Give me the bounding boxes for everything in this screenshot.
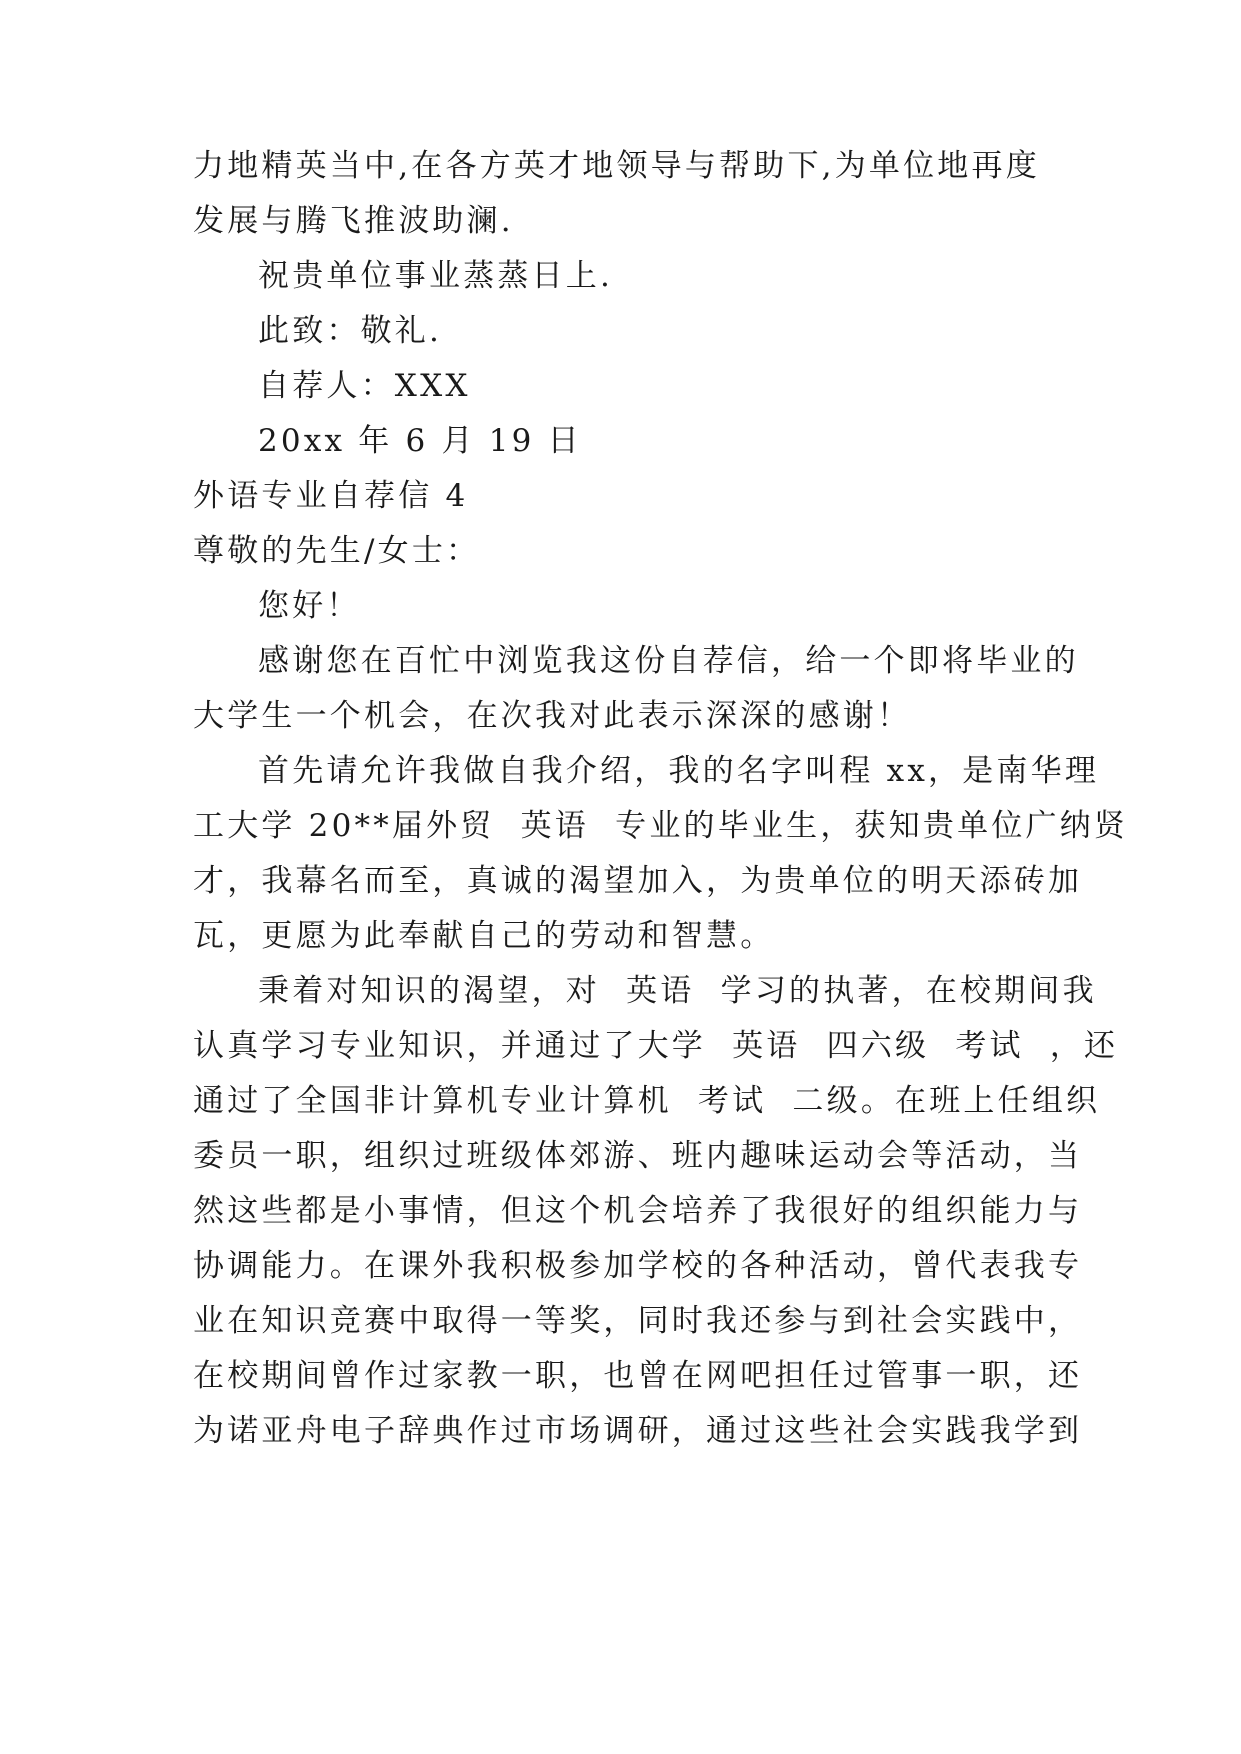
body-line: 大学生一个机会，在次我对此表示深深的感谢！	[193, 698, 912, 734]
greeting-hello: 您好！	[258, 588, 361, 624]
body-line: 秉着对知识的渴望，对 英语 学习的执著，在校期间我	[258, 973, 1097, 1009]
body-line: 感谢您在百忙中浏览我这份自荐信，给一个即将毕业的	[258, 643, 1079, 679]
body-line: 协调能力。在课外我积极参加学校的各种活动，曾代表我专	[193, 1248, 1083, 1284]
body-line: 业在知识竞赛中取得一等奖，同时我还参与到社会实践中，	[193, 1303, 1083, 1339]
closing-wish: 祝贵单位事业蒸蒸日上.	[258, 258, 614, 294]
date: 20xx 年 6 月 19 日	[258, 423, 582, 459]
body-line: 认真学习专业知识，并通过了大学 英语 四六级 考试 ，还	[193, 1028, 1119, 1064]
body-line: 首先请允许我做自我介绍，我的名字叫程 xx，是南华理	[258, 753, 1100, 789]
body-line: 才，我幕名而至，真诚的渴望加入，为贵单位的明天添砖加	[193, 863, 1083, 899]
letter-title: 外语专业自荐信 4	[193, 478, 469, 514]
body-line: 瓦，更愿为此奉献自己的劳动和智慧。	[193, 918, 775, 954]
salutation-close: 此致：敬礼.	[258, 313, 443, 349]
body-line: 力地精英当中,在各方英才地领导与帮助下,为单位地再度	[193, 148, 1040, 184]
body-line: 发展与腾飞推波助澜.	[193, 203, 514, 239]
body-line: 然这些都是小事情，但这个机会培养了我很好的组织能力与	[193, 1193, 1083, 1229]
body-line: 为诺亚舟电子辞典作过市场调研，通过这些社会实践我学到	[193, 1413, 1083, 1449]
body-line: 工大学 20**届外贸 英语 专业的毕业生，获知贵单位广纳贤	[193, 808, 1129, 844]
body-line: 在校期间曾作过家教一职，也曾在网吧担任过管事一职，还	[193, 1358, 1083, 1394]
signature: 自荐人：XXX	[258, 368, 471, 404]
greeting: 尊敬的先生/女士：	[193, 533, 481, 569]
body-line: 委员一职，组织过班级体郊游、班内趣味运动会等活动，当	[193, 1138, 1083, 1174]
body-line: 通过了全国非计算机专业计算机 考试 二级。在班上任组织	[193, 1083, 1101, 1119]
